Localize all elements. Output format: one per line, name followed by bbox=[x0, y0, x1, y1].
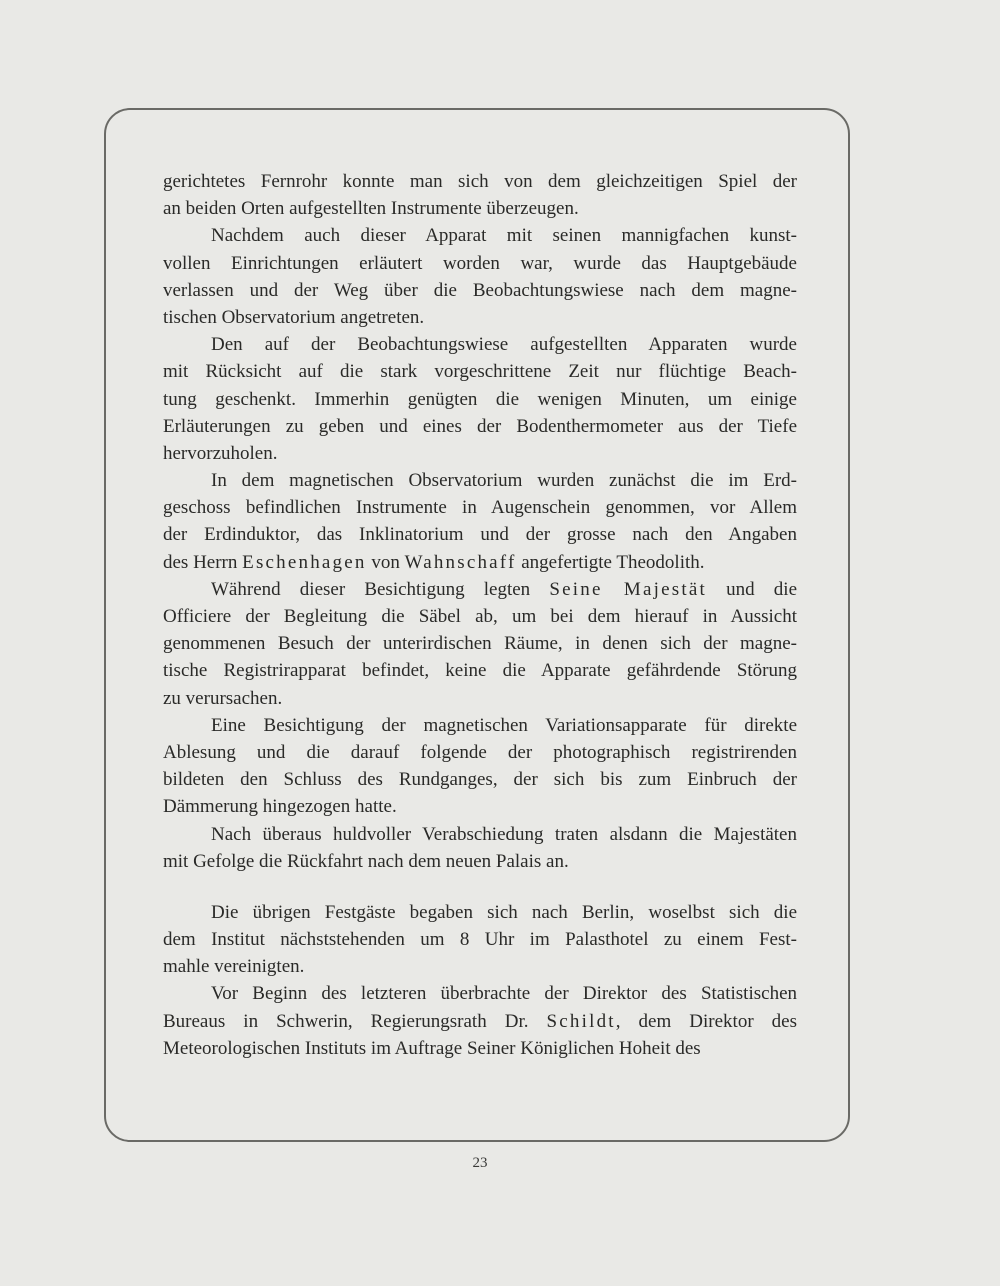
text-line: Während dieser Besichtigung legten Seine Majestät und die bbox=[211, 578, 798, 600]
text-line: mit Gefolge die Rückfahrt nach dem neuen Palais an. bbox=[163, 850, 569, 872]
text-line: mahle vereinigten. bbox=[163, 956, 305, 978]
text-line: geschoss befindlichen Instrumente in Augenschein genommen, vor Allem bbox=[163, 497, 797, 519]
page-number: 23 bbox=[472, 1155, 488, 1171]
text-line: des Herrn Eschenhagen von Wahnschaff angefertigte Theodolith. bbox=[163, 551, 705, 573]
text-line: Ablesung und die darauf folgende der photographisch registrirenden bbox=[163, 741, 797, 763]
text-line: Den auf der Beobachtungswiese aufgestellten Apparaten wurde bbox=[211, 334, 797, 356]
text-line: genommenen Besuch der unterirdischen Räume, in denen sich der magne- bbox=[163, 633, 797, 655]
text-line: zu verursachen. bbox=[163, 687, 283, 709]
text-line: Eine Besichtigung der magnetischen Variationsapparate für direkte bbox=[211, 714, 797, 736]
text-line: tischen Observatorium angetreten. bbox=[163, 306, 425, 328]
paragraph bbox=[163, 576, 797, 712]
text-line: an beiden Orten aufgestellten Instrumente überzeugen. bbox=[163, 198, 579, 220]
paragraph bbox=[163, 331, 797, 467]
text-line: Nachdem auch dieser Apparat mit seinen mannigfachen kunst- bbox=[211, 225, 797, 247]
text-line: mit Rücksicht auf die stark vorgeschrittene Zeit nur flüchtige Beach- bbox=[163, 361, 797, 383]
text-line: gerichtetes Fernrohr konnte man sich von dem gleichzeitigen Spiel der bbox=[163, 171, 797, 192]
text-line: Erläuterungen zu geben und eines der Bodenthermometer aus der Tiefe bbox=[163, 415, 797, 437]
paragraph bbox=[163, 467, 797, 576]
text-line: Officiere der Begleitung die Säbel ab, um bei dem hierauf in Aussicht bbox=[163, 606, 797, 627]
text-line: Bureaus in Schwerin, Regierungsrath Dr. Schildt, dem Direktor des bbox=[163, 1010, 797, 1032]
text-line: der Erdinduktor, das Inklinatorium und der grosse nach den Angaben bbox=[163, 524, 797, 546]
paragraph bbox=[163, 712, 797, 821]
paragraph bbox=[163, 980, 797, 1062]
text-line: Dämmerung hingezogen hatte. bbox=[163, 796, 397, 818]
paragraph bbox=[163, 821, 797, 875]
text-line: dem Institut nächststehenden um 8 Uhr im Palasthotel zu einem Fest- bbox=[163, 929, 797, 951]
text-line: bildeten den Schluss des Rundganges, der sich bis zum Einbruch der bbox=[163, 769, 797, 791]
text-line: vollen Einrichtungen erläutert worden war, wurde das Hauptgebäude bbox=[163, 252, 797, 274]
text-line: Vor Beginn des letzteren überbrachte der Direktor des Statistischen bbox=[211, 983, 797, 1005]
paragraph bbox=[163, 168, 797, 222]
paragraph bbox=[163, 222, 797, 331]
text-line: hervorzuholen. bbox=[163, 442, 278, 464]
text-line: tische Registrirapparat befindet, keine die Apparate gefährdende Störung bbox=[163, 660, 797, 682]
text-line: Nach überaus huldvoller Verabschiedung traten alsdann die Majestäten bbox=[211, 823, 797, 845]
text-line: In dem magnetischen Observatorium wurden zunächst die im Erd- bbox=[211, 470, 797, 492]
text-line: Die übrigen Festgäste begaben sich nach Berlin, woselbst sich die bbox=[211, 901, 797, 923]
paragraph-gap bbox=[163, 875, 797, 899]
text-line: Meteorologischen Instituts im Auftrage Seiner Königlichen Hoheit des bbox=[163, 1037, 701, 1059]
text-line: verlassen und der Weg über die Beobachtungswiese nach dem magne- bbox=[163, 279, 797, 301]
body-text bbox=[163, 168, 797, 1062]
text-line: tung geschenkt. Immerhin genügten die wenigen Minuten, um einige bbox=[163, 388, 797, 410]
paragraph bbox=[163, 899, 797, 981]
